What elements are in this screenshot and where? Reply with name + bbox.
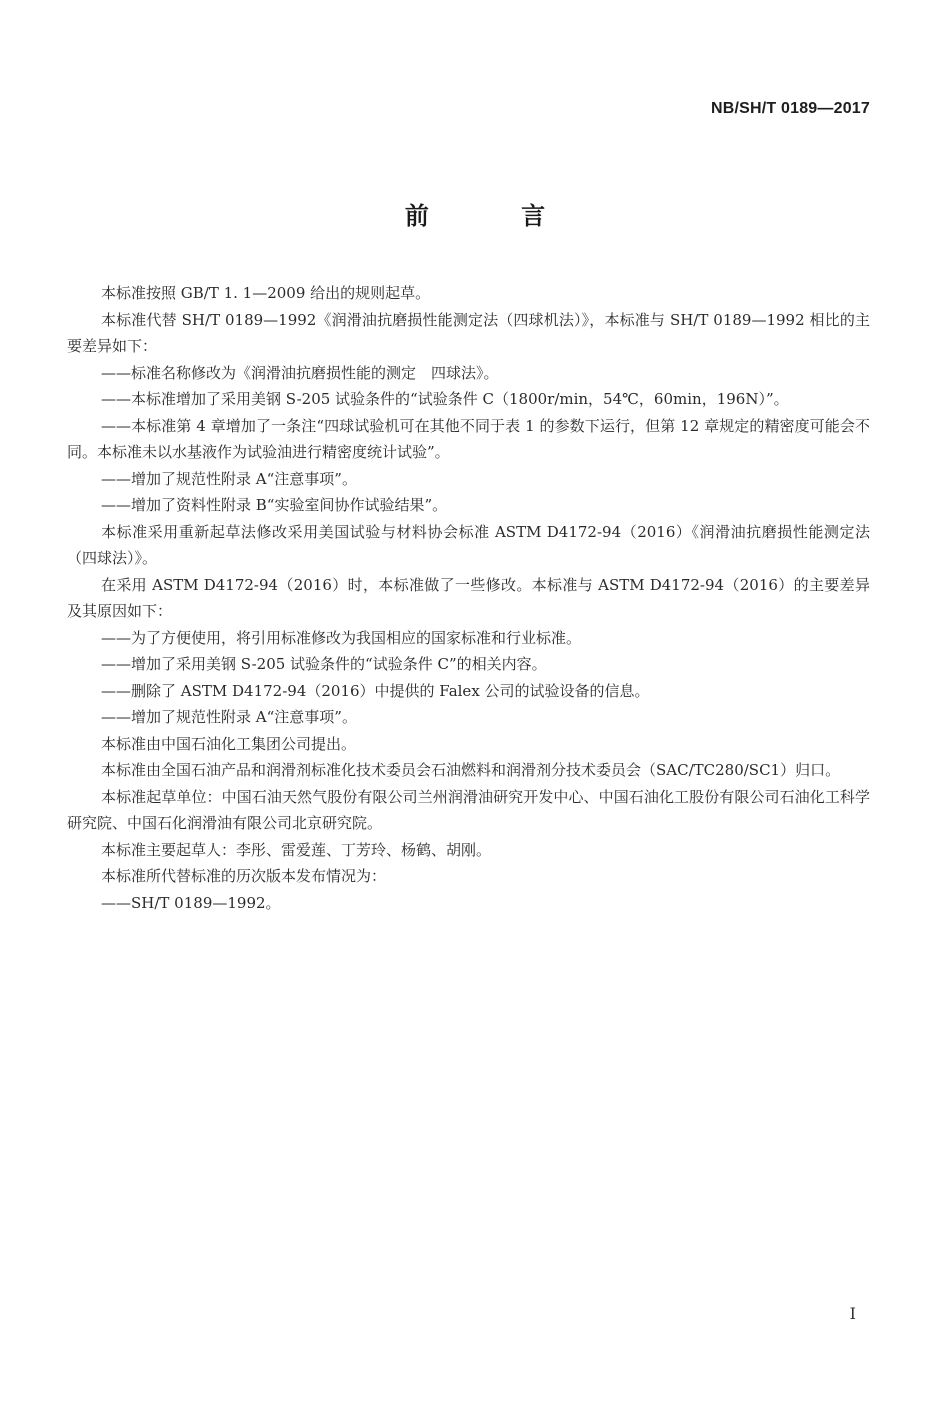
paragraph: ——本标准第 4 章增加了一条注“四球试验机可在其他不同于表 1 的参数下运行，但第 12 章规定的精密度可能会不同。本标准未以水基液作为试验油进行精密度统计试验”。 — [67, 416, 870, 461]
paragraph: ——增加了资料性附录 B“实验室间协作试验结果”。 — [101, 496, 448, 514]
paragraph: 本标准主要起草人：李彤、雷爱莲、丁芳玲、杨鹤、胡刚。 — [101, 840, 492, 859]
page-title: 前 言 — [404, 202, 588, 230]
paragraph: ——删除了 ASTM D4172-94（2016）中提供的 Falex 公司的试验设备的信息。 — [101, 681, 650, 700]
paragraph: 本标准按照 GB/T 1. 1—2009 给出的规则起草。 — [101, 284, 431, 302]
paragraph: 本标准起草单位：中国石油天然气股份有限公司兰州润滑油研究开发中心、中国石油化工股份有限公司石油化工科学研究院、中国石化润滑油有限公司北京研究院。 — [67, 787, 870, 832]
paragraph: 在采用 ASTM D4172-94（2016）时，本标准做了一些修改。本标准与 ASTM D4172-94（2016）的主要差异及其原因如下： — [67, 575, 870, 620]
paragraph: 本标准所代替标准的历次版本发布情况为： — [101, 867, 387, 885]
document-body — [67, 280, 870, 916]
paragraph: 本标准由中国石油化工集团公司提出。 — [101, 734, 357, 753]
paragraph: 本标准由全国石油产品和润滑剂标准化技术委员会石油燃料和润滑剂分技术委员会（SAC/TC280/SC1）归口。 — [101, 761, 841, 779]
standard-code: NB/SH/T 0189—2017 — [710, 100, 870, 117]
paragraph: ——增加了规范性附录 A“注意事项”。 — [101, 708, 357, 726]
paragraph: 本标准代替 SH/T 0189—1992《润滑油抗磨损性能测定法（四球机法）》，本标准与 SH/T 0189—1992 相比的主要差异如下： — [67, 310, 870, 355]
paragraph: ——本标准增加了采用美钢 S-205 试验条件的“试验条件 C（1800r/min，54℃，60min，196N）”。 — [101, 390, 789, 408]
paragraph: ——标准名称修改为《润滑油抗磨损性能的测定 四球法》。 — [101, 363, 499, 382]
paragraph: 本标准采用重新起草法修改采用美国试验与材料协会标准 ASTM D4172-94（2016）《润滑油抗磨损性能测定法（四球法）》。 — [67, 522, 870, 567]
paragraph: ——增加了规范性附录 A“注意事项”。 — [101, 469, 357, 488]
paragraph: ——为了方便使用，将引用标准修改为我国相应的国家标准和行业标准。 — [101, 628, 582, 647]
paragraph: ——增加了采用美钢 S-205 试验条件的“试验条件 C”的相关内容。 — [101, 655, 547, 673]
page-number: I — [849, 1304, 856, 1323]
paragraph: ——SH/T 0189—1992。 — [101, 893, 281, 912]
